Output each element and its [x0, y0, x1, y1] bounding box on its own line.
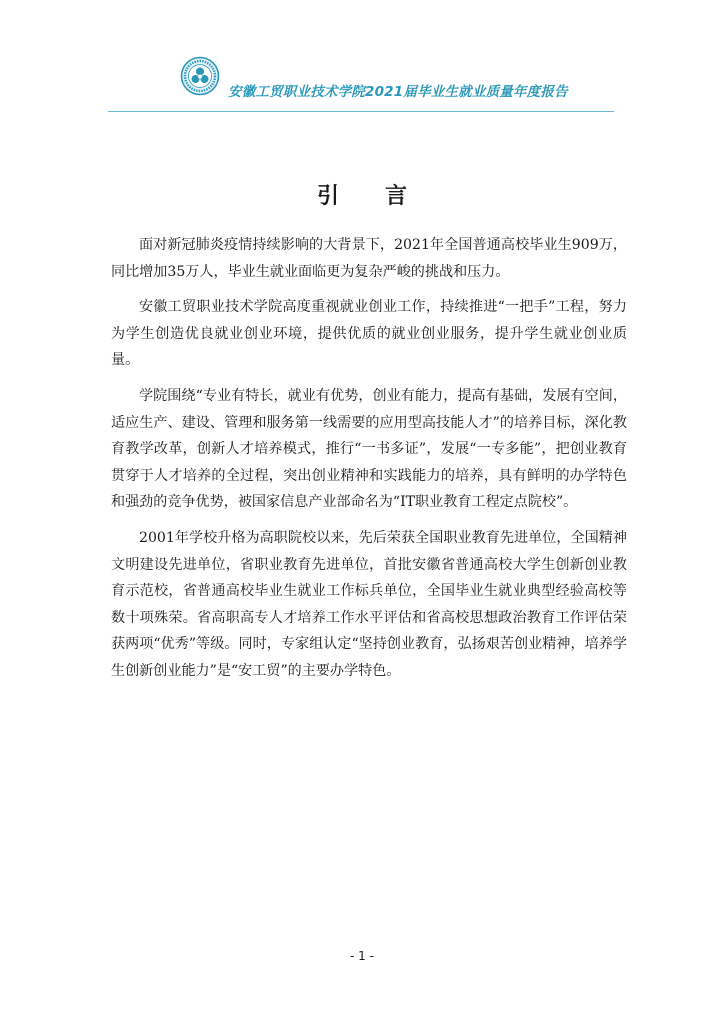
- header-divider: [108, 111, 614, 112]
- page-title: 引言: [316, 184, 453, 209]
- report-header-title: 安徽工贸职业技术学院2021届毕业生就业质量年度报告: [228, 84, 568, 100]
- paragraph: 安徽工贸职业技术学院高度重视就业创业工作，持续推进“一把手”工程，努力为学生创造优良就业创业环境，提供优质的就业创业服务，提升学生就业创业质量。: [111, 299, 627, 369]
- school-emblem-icon: [180, 56, 220, 96]
- page-header: [108, 52, 614, 112]
- document-body: [111, 232, 627, 694]
- page-number: - 1 -: [350, 949, 374, 963]
- paragraph: 2001年学校升格为高职院校以来，先后荣获全国职业教育先进单位，全国精神文明建设先进单位，省职业教育先进单位，首批安徽省普通高校大学生创新创业教育示范校，省普通高校毕业生就业工作标兵单位，全国毕业生就业典型经验高校等数十项殊荣。省高职高专人才培养工作水平评估和省高校思想政治教育工作评估荣获两项“优秀”等级。同时，专家组认定“坚持创业教育，弘扬艰苦创业精神，培养学生创新创业能力”是“安工贸”的主要办学特色。: [111, 529, 627, 679]
- paragraph: 面对新冠肺炎疫情持续影响的大背景下，2021年全国普通高校毕业生909万，同比增加35万人，毕业生就业面临更为复杂严峻的挑战和压力。: [111, 237, 627, 280]
- paragraph: 学院围绕“专业有特长，就业有优势，创业有能力，提高有基础，发展有空间，适应生产、建设、管理和服务第一线需要的应用型高技能人才”的培养目标，深化教育教学改革，创新人才培养模式，推行“一书多证”，发展“一专多能”，把创业教育贯穿于人才培养的全过程，突出创业精神和实践能力的培养，具有鲜明的办学特色和强劲的竞争优势，被国家信息产业部命名为“IT职业教育工程定点院校”。: [111, 387, 627, 511]
